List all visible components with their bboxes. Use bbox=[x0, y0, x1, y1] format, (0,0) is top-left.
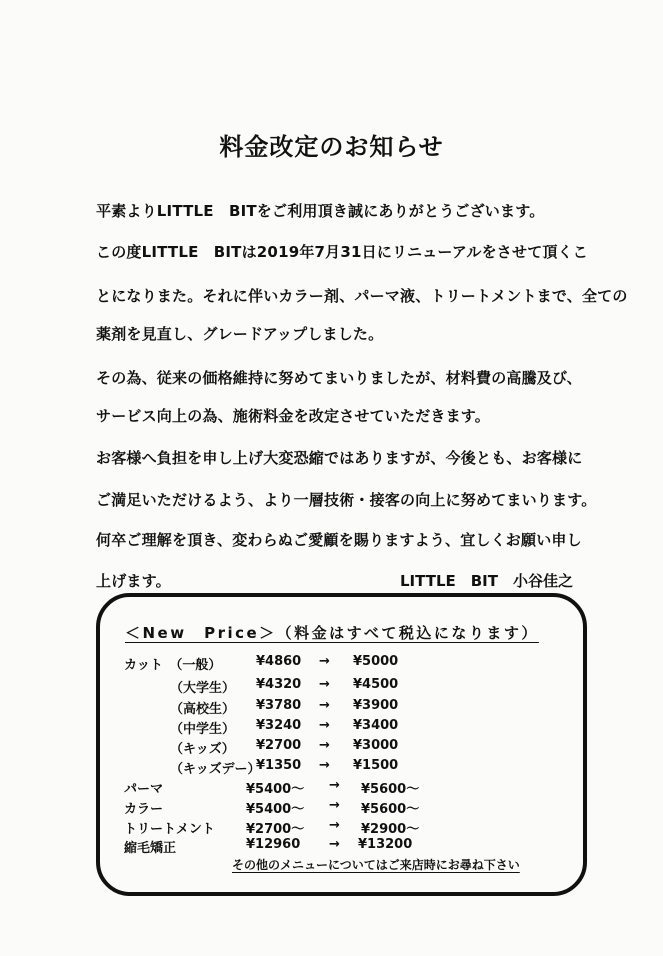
page-title: 料金改定のお知らせ bbox=[219, 133, 444, 161]
new-price: ¥2900～ bbox=[361, 822, 420, 837]
new-price: ¥3400 bbox=[353, 718, 399, 733]
price-label: （キッズ） bbox=[170, 742, 235, 757]
price-label: カラー bbox=[124, 802, 164, 817]
new-price: ¥5600～ bbox=[361, 802, 420, 817]
paragraph-line: 何卒ご理解を頂き、変わらぬご愛顧を賜りますよう、宜しくお願い申し bbox=[96, 531, 582, 549]
paragraph-line: ご満足いただけるよう、より一層技術・接客の向上に努めてまいります。 bbox=[96, 491, 597, 509]
arrow-icon: → bbox=[319, 718, 330, 733]
paragraph-line: 平素よりLITTLE BITをご利用頂き誠にありがとうございます。 bbox=[96, 202, 545, 220]
arrow-icon: → bbox=[319, 758, 330, 773]
arrow-icon: → bbox=[319, 698, 330, 713]
old-price: ¥12960 bbox=[246, 837, 301, 852]
paragraph-line: お客様へ負担を申し上げ大変恐縮ではありますが、今後とも、お客様に bbox=[96, 449, 583, 467]
signature: LITTLE BIT 小谷佳之 bbox=[400, 572, 573, 590]
old-price: ¥3240 bbox=[256, 718, 302, 733]
price-label: パーマ bbox=[124, 782, 164, 797]
new-price: ¥3000 bbox=[353, 738, 399, 753]
new-price: ¥3900 bbox=[353, 698, 399, 713]
paragraph-line: 上げます。 bbox=[96, 572, 171, 590]
old-price: ¥3780 bbox=[256, 698, 302, 713]
old-price: ¥1350 bbox=[256, 758, 302, 773]
paragraph-line: サービス向上の為、施術料金を改定させていただきます。 bbox=[96, 407, 491, 425]
arrow-icon: → bbox=[319, 654, 330, 669]
price-heading: ＜New Price＞（料金はすべて税込になります） bbox=[125, 624, 539, 642]
old-price: ¥5400～ bbox=[246, 782, 305, 797]
price-label: 縮毛矯正 bbox=[124, 841, 177, 856]
price-label: カット （一般） bbox=[124, 658, 222, 673]
price-label: （中学生） bbox=[170, 722, 236, 737]
price-label: （高校生） bbox=[170, 702, 236, 717]
old-price: ¥4320 bbox=[256, 677, 302, 692]
arrow-icon: → bbox=[329, 837, 340, 852]
price-label: （キッズデー） bbox=[170, 762, 261, 777]
arrow-icon: → bbox=[319, 677, 330, 692]
paragraph-line: その為、従来の価格維持に努めてまいりましたが、材料費の高騰及び、 bbox=[96, 369, 582, 387]
old-price: ¥2700～ bbox=[246, 822, 305, 837]
paragraph-line: とになりまた。それに伴いカラー剤、パーマ液、トリートメントまで、全ての bbox=[96, 287, 628, 305]
new-price: ¥5600～ bbox=[361, 782, 420, 797]
price-label: トリートメント bbox=[124, 822, 215, 837]
paragraph-line: この度LITTLE BITは2019年7月31日にリニューアルをさせて頂くこ bbox=[96, 243, 589, 261]
new-price: ¥1500 bbox=[353, 758, 399, 773]
price-note: その他のメニューについてはご来店時にお尋ね下さい bbox=[232, 858, 520, 872]
new-price: ¥5000 bbox=[353, 654, 399, 669]
old-price: ¥5400～ bbox=[246, 802, 305, 817]
arrow-icon: → bbox=[329, 818, 340, 833]
arrow-icon: → bbox=[319, 738, 330, 753]
old-price: ¥2700 bbox=[256, 738, 302, 753]
new-price: ¥4500 bbox=[353, 677, 399, 692]
arrow-icon: → bbox=[329, 778, 340, 793]
arrow-icon: → bbox=[329, 798, 340, 813]
paragraph-line: 薬剤を見直し、グレードアップしました。 bbox=[96, 325, 384, 343]
new-price: ¥13200 bbox=[358, 837, 413, 852]
old-price: ¥4860 bbox=[256, 654, 302, 669]
price-label: （大学生） bbox=[170, 681, 236, 696]
